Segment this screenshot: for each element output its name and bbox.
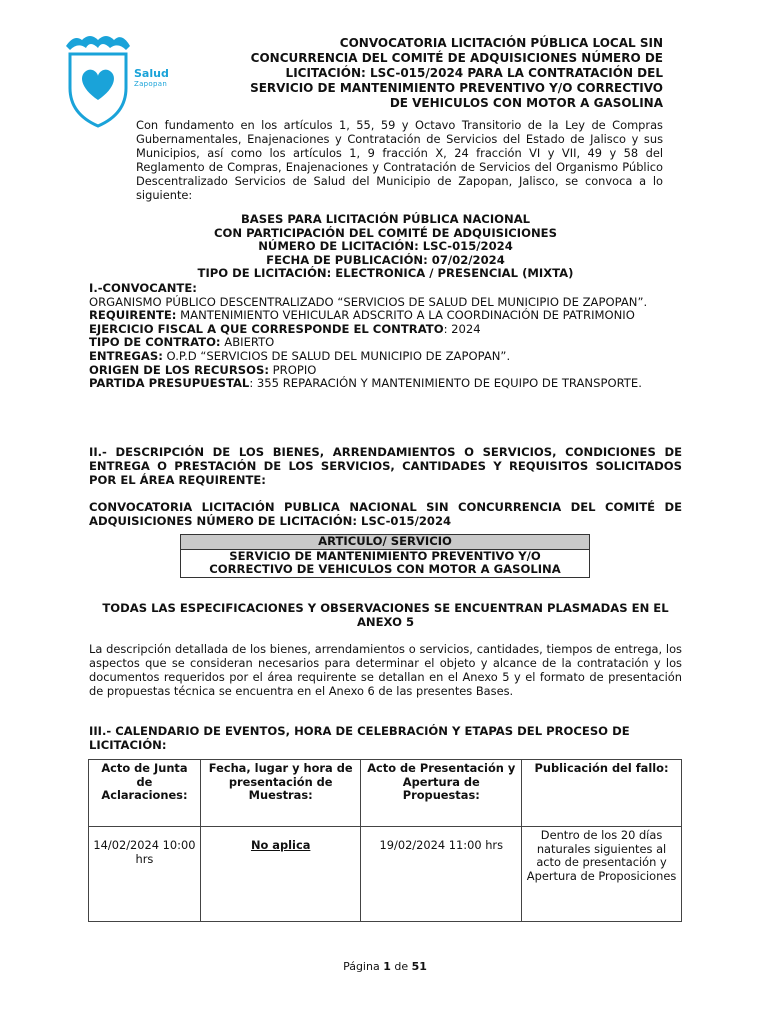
calendar-table: [88, 759, 682, 922]
no-aplica-text: No aplica: [250, 838, 311, 852]
table-header-cell: Acto de Presentación y Apertura de Propuestas:: [361, 760, 522, 827]
articulo-table: [180, 534, 590, 578]
bases-line: BASES PARA LICITACIÓN PÚBLICA NACIONAL: [240, 212, 531, 226]
bases-block: [89, 213, 682, 281]
table-row: [89, 827, 682, 922]
section-calendario-heading: III.- CALENDARIO DE EVENTOS, HORA DE CELEBRACIÓN Y ETAPAS DEL PROCESO DE LICITACIÓN:: [89, 724, 630, 752]
title-line: LICITACIÓN: LSC-015/2024 PARA LA CONTRATACIÓN DEL: [285, 66, 663, 80]
page-number-footer: [0, 960, 770, 973]
bases-line: TIPO DE LICITACIÓN: ELECTRONICA / PRESENCIAL (MIXTA): [197, 266, 574, 281]
intro-paragraph: Con fundamento en los artículos 1, 55, 59 y Octavo Transitorio de la Ley de Compras Gubernamentales, Enajenaciones y Contratación de Servicios del Estado de Jalisco y sus Municipios, así como los artículos 1, 9 fracción X, 24 fracción VI y VII, 49 y 58 del Reglamento de Compras, Enajenaciones y Contratación de Servicios del Organismo Público Descentralizado Servicios de Salud del Municipio de Zapopan, Jalisco, se convoca a lo siguiente:: [136, 118, 663, 203]
title-line: CONVOCATORIA LICITACIÓN PÚBLICA LOCAL SIN: [339, 36, 663, 50]
origen-value: PROPIO: [268, 362, 317, 377]
entregas-label: ENTREGAS:: [89, 348, 163, 363]
requirente-label: REQUIRENTE:: [89, 308, 177, 323]
bases-line: NÚMERO DE LICITACIÓN: LSC-015/2024: [258, 239, 513, 254]
section-heading: I.-CONVOCANTE:: [89, 281, 197, 295]
footer-prefix: Página: [343, 960, 384, 973]
table-header-cell: Publicación del fallo:: [522, 760, 682, 827]
footer-page: 1: [383, 960, 391, 973]
title-line: SERVICIO DE MANTENIMIENTO PREVENTIVO Y/O CORRECTIVO: [250, 81, 663, 95]
ejercicio-value: : 2024: [443, 321, 481, 336]
footer-total: 51: [411, 960, 427, 973]
articulo-table-cell: SERVICIO DE MANTENIMIENTO PREVENTIVO Y/O CORRECTIVO DE VEHICULOS CON MOTOR A GASOLINA: [181, 549, 590, 577]
requirente-value: MANTENIMIENTO VEHICULAR ADSCRITO A LA COORDINACIÓN DE PATRIMONIO: [176, 308, 635, 323]
document-title: [186, 36, 663, 111]
footer-middle: de: [390, 960, 412, 973]
partida-label: PARTIDA PRESUPUESTAL: [89, 376, 250, 391]
articulo-table-header: ARTICULO/ SERVICIO: [181, 535, 590, 550]
description-paragraph: La descripción detallada de los bienes, arrendamientos o servicios, cantidades, tiempos de entrega, los aspectos que se consideran necesarios para determinar el objeto y alcance de la contratación y los documentos requeridos por el área requirente se detallan en el Anexo 5 y el formato de presentación de propuestas técnica se encuentra en el Anexo 6 de las presentes Bases.: [89, 642, 682, 698]
table-cell: 14/02/2024 10:00 hrs: [89, 827, 201, 922]
table-header-cell: Fecha, lugar y hora de presentación de Muestras:: [200, 760, 361, 827]
tipo-label: TIPO DE CONTRATO:: [89, 335, 221, 350]
table-cell: [200, 827, 361, 922]
specs-note: TODAS LAS ESPECIFICACIONES Y OBSERVACIONES SE ENCUENTRAN PLASMADAS EN EL ANEXO 5: [102, 601, 669, 629]
logo-text-zapopan: Zapopan: [134, 80, 168, 88]
bases-line: FECHA DE PUBLICACIÓN: 07/02/2024: [266, 252, 505, 267]
convocante-text: ORGANISMO PÚBLICO DESCENTRALIZADO “SERVICIOS DE SALUD DEL MUNICIPIO DE ZAPOPAN”.: [89, 294, 648, 309]
section-convocante: [89, 282, 682, 391]
partida-value: : 355 REPARACIÓN Y MANTENIMIENTO DE EQUIPO DE TRANSPORTE.: [249, 376, 642, 391]
origen-label: ORIGEN DE LOS RECURSOS:: [89, 362, 269, 377]
table-row: [89, 760, 682, 827]
table-cell: 19/02/2024 11:00 hrs: [361, 827, 522, 922]
title-line: DE VEHICULOS CON MOTOR A GASOLINA: [389, 96, 663, 110]
tipo-value: ABIERTO: [220, 335, 275, 350]
title-line: CONCURRENCIA DEL COMITÉ DE ADQUISICIONES NÚMERO DE: [250, 51, 663, 65]
table-header-cell: Acto de Junta de Aclaraciones:: [89, 760, 201, 827]
table-cell: Dentro de los 20 días naturales siguientes al acto de presentación y Apertura de Proposiciones: [522, 827, 682, 922]
section-descripcion-heading: II.- DESCRIPCIÓN DE LOS BIENES, ARRENDAMIENTOS O SERVICIOS, CONDICIONES DE ENTREGA O PRESTACIÓN DE LOS SERVICIOS, CANTIDADES Y REQUISITOS SOLICITADOS POR EL ÁREA REQUIRENTE:: [89, 445, 682, 487]
entregas-value: O.P.D “SERVICIOS DE SALUD DEL MUNICIPIO DE ZAPOPAN”.: [162, 348, 511, 363]
bases-line: CON PARTICIPACIÓN DEL COMITÉ DE ADQUISICIONES: [214, 225, 557, 240]
ejercicio-label: EJERCICIO FISCAL A QUE CORRESPONDE EL CONTRATO: [89, 321, 444, 336]
convocatoria-subheading: CONVOCATORIA LICITACIÓN PUBLICA NACIONAL SIN CONCURRENCIA DEL COMITÉ DE ADQUISICIONES NÚMERO DE LICITACIÓN: LSC-015/2024: [89, 500, 682, 528]
logo-text-salud: Salud: [134, 67, 169, 80]
